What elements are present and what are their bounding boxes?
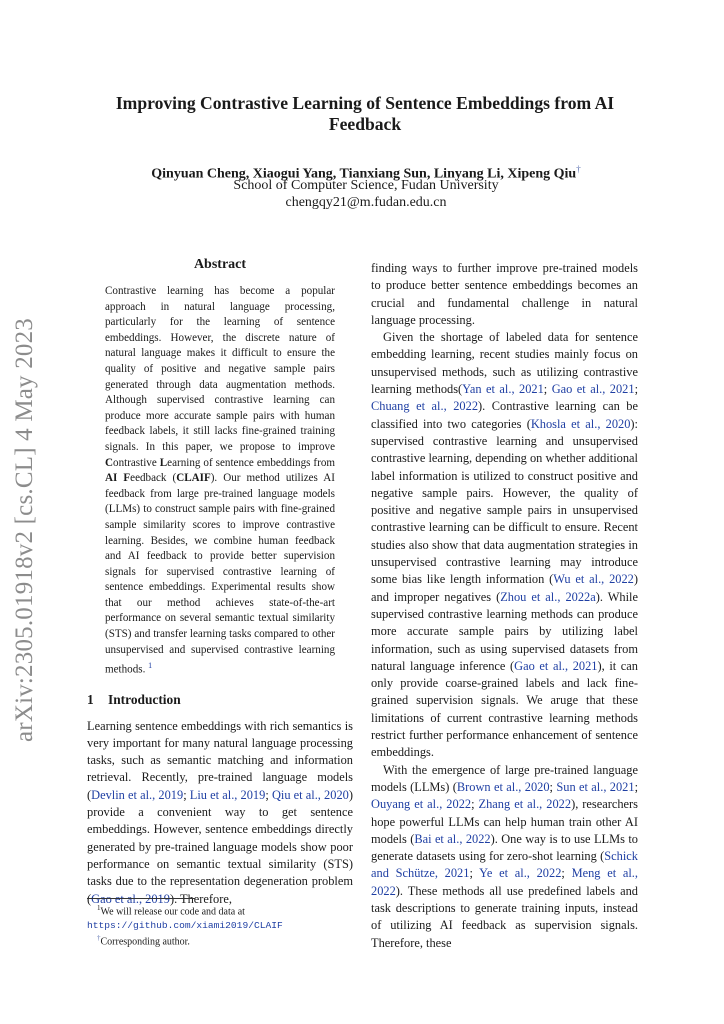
citation-link[interactable]: Meng et al., 2022 (371, 866, 638, 898)
footnote-divider (87, 898, 195, 899)
citation-link[interactable]: Yan et al., 2021 (462, 382, 544, 397)
left-column (87, 257, 353, 908)
right-paragraph-2: Given the shortage of labeled data for sentence embedding learning, recent studies mainly focus on unsupervised methods, such as utilizing contrastive learning methods(Yan et al., 2021; Gao et al., 2021; Chuang et al., 2022). Contrastive learning can be classified into two categories (Khosla et al., 2020): supervised contrastive learning and unsupervised contrastive learning, depending on whether additional label information is utilized to construct positive and negative sample pairs. However, the quality of positive and negative sample pairs in unsupervised contrastive learning can be difficult to ensure. Recent studies also show that data augmentation strategies in unsupervised contrastive learning may introduce some bias like length information (Wu et al., 2022) and improper negatives (Zhou et al., 2022a). While supervised contrastive learning methods can produce more accurate sample pairs by utilizing label information, such as using supervised datasets from natural language inference (Gao et al., 2021), it can only provide coarse-grained labels and lack fine-grained supervision signals. We aruge that these limitations of current contrastive learning methods restrict further performance enhancement of sentence embeddings. (371, 330, 639, 760)
abstract-body: Contrastive learning has become a popular approach in natural language processing, particularly for the learning of sentence embeddings. However, the discrete nature of natural language makes it difficult to ensure the quality of positive and negative sample pairs generated through data augmentation methods. Although supervised contrastive learning can produce more accurate sample pairs with human feedback labels, it still lacks fine-grained training signals. In this paper, we propose to improve Contrastive Learning of sentence embeddings from AI Feedback (CLAIF). Our method utilizes AI feedback from large pre-trained language models (LLMs) to construct sample pairs with fine-grained sample similarity scores to improve contrastive learning. Besides, we combine human feedback and AI feedback to provide better supervision signals for supervised contrastive learning of sentence embeddings. Experimental results show that our method achieves state-of-the-art performance on several semantic textual similarity (STS) and transfer learning tasks compared to other unsupervised and supervised contrastive learning methods. $^1$ (105, 285, 335, 676)
arxiv-identifier-text: arXiv:2305.01918v2 [cs.CL] 4 May 2023 (11, 317, 39, 743)
citation-link[interactable]: Zhang et al., 2022 (478, 797, 572, 812)
section-number: 1 (87, 691, 94, 707)
footnote-1: $^1$We will release our code and data at https://github.com/xiami2019/CLAIF (87, 904, 283, 931)
citation-link[interactable]: Qiu et al., 2020 (271, 787, 349, 802)
citation-link[interactable]: Gao et al., 2019 (91, 891, 170, 906)
right-paragraph-3: With the emergence of large pre-trained language models (LLMs) (Brown et al., 2020; Sun et al., 2021; Ouyang et al., 2022; Zhang et al., 2022), researchers hope powerful LLMs can help human train other AI models (Bai et al., 2022). One way is to use LLMs to generate datasets using for zero-shot learning (Schick and Schütze, 2021; Ye et al., 2022; Meng et al., 2022). These methods all use predefined labels and task descriptions to generate training inputs, instead of utilizing AI feedback as supervision signals. Therefore, these (371, 762, 639, 950)
citation-link[interactable]: Wu et al., 2022 (553, 572, 634, 587)
intro-paragraph-1: Learning sentence embeddings with rich semantics is very important for many natural language processing tasks, such as semantic matching and information retrieval. Recently, pre-trained language models (Devlin et al., 2019; Liu et al., 2019; Qiu et al., 2020) provide a convenient way to get sentence embeddings. However, sentence embeddings directly generated by pre-trained language models show poor performance on semantic textual similarity (STS) tasks due to the representation degeneration problem (Gao et al., 2019). Therefore, (87, 718, 353, 906)
paper-title: Improving Contrastive Learning of Sentence Embeddings from AI Feedback (115, 93, 615, 134)
citation-link[interactable]: Brown et al., 2020 (456, 779, 550, 794)
right-column (371, 260, 638, 952)
author-names: Qinyuan Cheng, Xiaogui Yang, Tianxiang Sun, Linyang Li, Xipeng Qiu (151, 166, 577, 182)
citation-link[interactable]: Ouyang et al., 2022 (371, 797, 472, 812)
citation-link[interactable]: Gao et al., 2021 (551, 382, 635, 397)
footnote-2: †Corresponding author. (97, 934, 190, 948)
abstract-heading: Abstract (193, 257, 247, 272)
author-affiliation: School of Computer Science, Fudan University (233, 178, 499, 193)
citation-link[interactable]: Zhou et al., 2022a (500, 589, 596, 604)
citation-link[interactable]: Liu et al., 2019 (189, 787, 266, 802)
arxiv-identifier-stamp (2, 317, 48, 743)
right-paragraph-1: finding ways to further improve pre-trained models to produce better sentence embeddings becomes an crucial and fundamental challenge in natural language processing. (371, 261, 638, 327)
section-title: Introduction (108, 691, 181, 707)
section-heading-introduction (87, 692, 353, 708)
footnotes (87, 902, 355, 949)
citation-link[interactable]: Chuang et al., 2022 (371, 399, 479, 414)
footnote-1-link[interactable]: 1 (148, 661, 153, 671)
citation-link[interactable]: Gao et al., 2021 (514, 658, 598, 673)
citation-link[interactable]: Sun et al., 2021 (556, 779, 635, 794)
citation-link[interactable]: Devlin et al., 2019 (91, 787, 184, 802)
citation-link[interactable]: Bai et al., 2022 (414, 831, 491, 846)
citation-link[interactable]: Ye et al., 2022 (479, 866, 562, 881)
citation-link[interactable]: Khosla et al., 2020 (530, 416, 631, 431)
author-email[interactable]: chengqy21@m.fudan.edu.cn (285, 195, 447, 210)
corresponding-author-mark: † (576, 164, 581, 174)
code-repository-link[interactable]: https://github.com/xiami2019/CLAIF (87, 919, 283, 931)
citation-link[interactable]: Schick and Schütze, 2021 (371, 849, 638, 881)
